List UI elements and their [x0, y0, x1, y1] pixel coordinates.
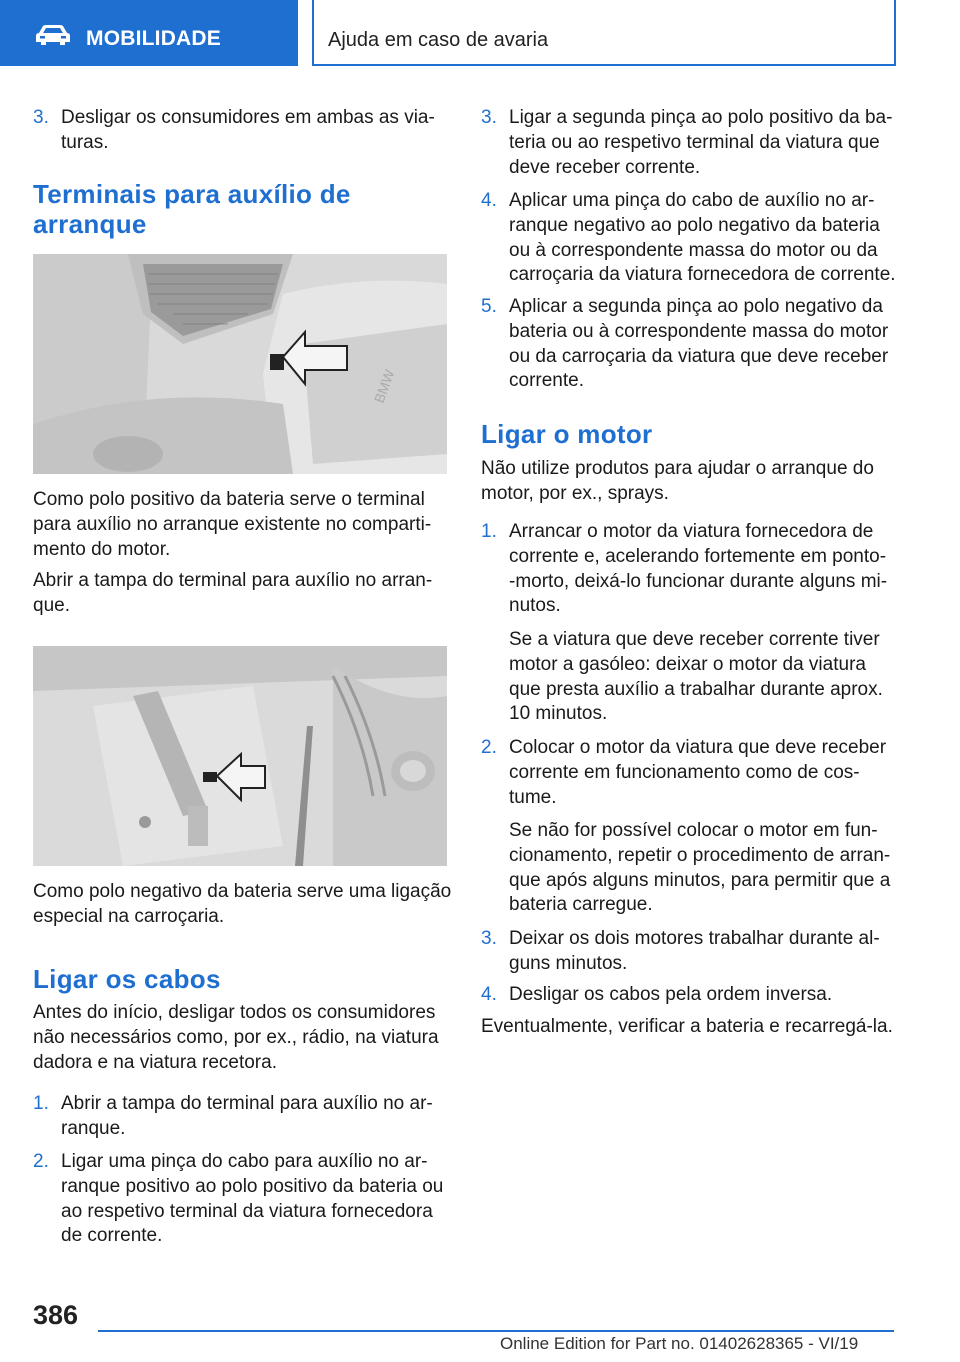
text-line: especial na carroçaria. [33, 905, 225, 927]
text-line: para auxílio no arranque existente no comparti‐ [33, 513, 432, 535]
step-number: 2. [481, 737, 497, 758]
text-line: que. [33, 594, 70, 616]
text-line: Eventualmente, verificar a bateria e recarregá-la. [481, 1016, 893, 1037]
text-line: turas. [61, 131, 109, 153]
text-line: corrente e, acelerando fortemente em ponto‐ [509, 545, 887, 567]
text-line: Abrir a tampa do terminal para auxílio no arran‐ [33, 570, 433, 591]
section-tab[interactable] [0, 0, 298, 66]
text-line: nutos. [509, 595, 561, 617]
step-note [509, 819, 899, 918]
text-line: ou da carroçaria da viatura que deve receber [509, 345, 889, 367]
text-line: Ligar uma pinça do cabo para auxílio no ar‐ [61, 1151, 428, 1172]
engine-bay-negative-terminal-image [33, 646, 447, 866]
heading-line: arranque [33, 208, 147, 239]
step-note [509, 628, 899, 727]
text-line: deve receber corrente. [509, 156, 701, 178]
text-line: teria ou ao respetivo terminal da viatura que [509, 131, 880, 153]
paragraph [33, 880, 453, 930]
step-number: 1. [481, 521, 497, 542]
car-icon [34, 24, 72, 46]
footer-divider [98, 1330, 894, 1332]
text-line: guns minutos. [509, 952, 628, 974]
step-number: 3. [33, 107, 49, 128]
text-line: 10 minutos. [509, 703, 608, 725]
text-line: Aplicar a segunda pinça ao polo negativo da [509, 296, 883, 317]
text-line: Abrir a tampa do terminal para auxílio no ar‐ [61, 1093, 433, 1114]
section-label: MOBILIDADE [86, 27, 221, 50]
section-heading: Ligar os cabos [33, 964, 221, 994]
chapter-title: Ajuda em caso de avaria [328, 29, 549, 51]
step-number: 3. [481, 107, 497, 128]
text-line: mento do motor. [33, 538, 171, 560]
step-number: 4. [481, 190, 497, 211]
text-line: tume. [509, 786, 557, 808]
edition-note: Online Edition for Part no. 01402628365 - VI/19 [500, 1334, 859, 1353]
svg-text:BMW: BMW [370, 367, 398, 406]
text-line: Deixar os dois motores trabalhar durante al‐ [509, 928, 880, 949]
text-line: Colocar o motor da viatura que deve receber [509, 737, 887, 758]
section-heading: Ligar o motor [481, 419, 653, 449]
text-line: -morto, deixá-lo funcionar durante alguns mi‐ [509, 570, 888, 592]
text-line: bateria ou à correspondente massa do motor [509, 320, 889, 342]
text-line: motor, por ex., sprays. [481, 482, 669, 504]
text-line: Ligar a segunda pinça ao polo positivo da ba‐ [509, 107, 893, 128]
text-line: bateria carregue. [509, 894, 653, 916]
text-line: Arrancar o motor da viatura fornecedora de [509, 521, 874, 542]
text-line: motor a gasóleo: deixar o motor da viatura [509, 653, 866, 675]
text-line: Desligar os consumidores em ambas as via‐ [61, 107, 435, 128]
step-number: 4. [481, 984, 497, 1005]
text-line: que após alguns minutos, para permitir que a [509, 869, 891, 891]
text-line: Não utilize produtos para ajudar o arranque do [481, 458, 874, 479]
step-number: 3. [481, 928, 497, 949]
paragraph [481, 457, 897, 507]
text-line: ao respetivo terminal da viatura fornecedora [61, 1200, 433, 1222]
text-line: não necessários como, por ex., rádio, na viatura [33, 1026, 439, 1048]
text-line: Aplicar uma pinça do cabo de auxílio no ar‐ [509, 190, 875, 211]
text-line: que presta auxílio a trabalhar durante aprox. [509, 678, 883, 700]
step-number: 5. [481, 296, 497, 317]
engine-bay-positive-terminal-image [33, 254, 447, 474]
text-line: Se a viatura que deve receber corrente tiver [509, 629, 880, 650]
text-line: Como polo positivo da bateria serve o terminal [33, 489, 425, 510]
paragraph [33, 488, 449, 562]
heading-line: Terminais para auxílio de [33, 179, 351, 209]
text-line: carroçaria da viatura fornecedora de corrente. [509, 264, 896, 286]
paragraph [481, 1015, 897, 1040]
paragraph [33, 569, 449, 619]
step-number: 2. [33, 1151, 49, 1172]
text-line: corrente em funcionamento como de cos‐ [509, 761, 860, 783]
text-line: cionamento, repetir o procedimento de arran‐ [509, 844, 891, 866]
paragraph [33, 1001, 449, 1075]
text-line: Antes do início, desligar todos os consumidores [33, 1002, 436, 1023]
text-line: ou à correspondente massa do motor ou da [509, 239, 878, 261]
step-number: 1. [33, 1093, 49, 1114]
text-line: corrente. [509, 370, 584, 392]
text-line: ranque. [61, 1117, 126, 1139]
text-line: ranque negativo ao polo negativo da bateria [509, 214, 880, 236]
text-line: Se não for possível colocar o motor em fun‐ [509, 820, 878, 841]
text-line: dadora e na viatura recetora. [33, 1051, 277, 1073]
section-heading [33, 180, 351, 239]
text-line: Como polo negativo da bateria serve uma ligação [33, 881, 452, 902]
page-number: 386 [33, 1300, 79, 1330]
text-line: Desligar os cabos pela ordem inversa. [509, 984, 833, 1005]
text-line: ranque positivo ao polo positivo da bateria ou [61, 1175, 444, 1197]
text-line: de corrente. [61, 1225, 163, 1247]
chapter-header [312, 0, 896, 66]
